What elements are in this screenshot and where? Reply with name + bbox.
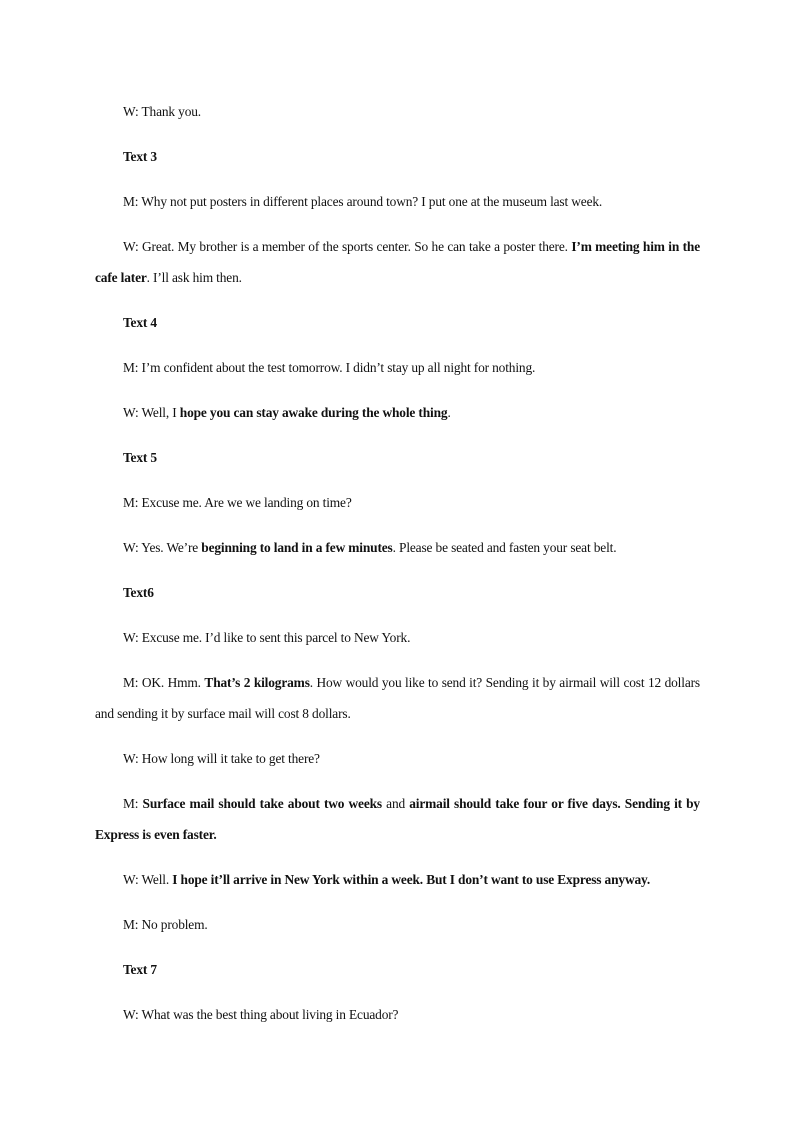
highlighted-phrase: airmail should take four or five days. Sending it by Express is even faster. bbox=[95, 796, 700, 842]
dialogue-line: W: How long will it take to get there? bbox=[123, 751, 320, 766]
section-heading-text-6: Text6 bbox=[123, 585, 154, 600]
section-heading-text-5: Text 5 bbox=[123, 450, 157, 465]
dialogue-line: W: Well, I hope you can stay awake during the whole thing. bbox=[123, 405, 451, 420]
highlighted-phrase: hope you can stay awake during the whole thing bbox=[179, 405, 448, 420]
section-heading-text-7: Text 7 bbox=[123, 962, 157, 977]
highlighted-phrase: I hope it’ll arrive in New York within a week. But I don’t want to use Express anyway. bbox=[172, 872, 651, 887]
dialogue-line: W: Great. My brother is a member of the sports center. So he can take a poster there. I’m meeting him in the cafe later. I’ll ask him then. bbox=[95, 239, 700, 285]
highlighted-phrase: That’s 2 kilograms bbox=[204, 675, 310, 690]
dialogue-line: W: Well. I hope it’ll arrive in New York within a week. But I don’t want to use Express anyway. bbox=[123, 872, 651, 887]
dialogue-line: W: Excuse me. I’d like to sent this parcel to New York. bbox=[123, 630, 411, 645]
document-page bbox=[95, 96, 700, 1030]
dialogue-line: W: Yes. We’re beginning to land in a few minutes. Please be seated and fasten your seat belt. bbox=[123, 540, 617, 555]
section-heading-text-3: Text 3 bbox=[123, 149, 157, 164]
highlighted-phrase: I’m meeting him in the cafe later bbox=[95, 239, 700, 285]
dialogue-line: W: What was the best thing about living in Ecuador? bbox=[123, 1007, 399, 1022]
dialogue-line: M: OK. Hmm. That’s 2 kilograms. How would you like to send it? Sending it by airmail will cost 12 dollars and sending it by surface mail will cost 8 dollars. bbox=[95, 675, 700, 721]
dialogue-line: M: I’m confident about the test tomorrow. I didn’t stay up all night for nothing. bbox=[123, 360, 536, 375]
dialogue-line: M: Excuse me. Are we we landing on time? bbox=[123, 495, 352, 510]
dialogue-line: M: Why not put posters in different places around town? I put one at the museum last week. bbox=[123, 194, 603, 209]
dialogue-line: M: Surface mail should take about two weeks and airmail should take four or five days. Sending it by Express is even faster. bbox=[95, 796, 700, 842]
highlighted-phrase: beginning to land in a few minutes bbox=[201, 540, 393, 555]
dialogue-line: M: No problem. bbox=[123, 917, 208, 932]
highlighted-phrase: Surface mail should take about two weeks bbox=[142, 796, 382, 811]
dialogue-line: W: Thank you. bbox=[123, 104, 202, 119]
section-heading-text-4: Text 4 bbox=[123, 315, 157, 330]
